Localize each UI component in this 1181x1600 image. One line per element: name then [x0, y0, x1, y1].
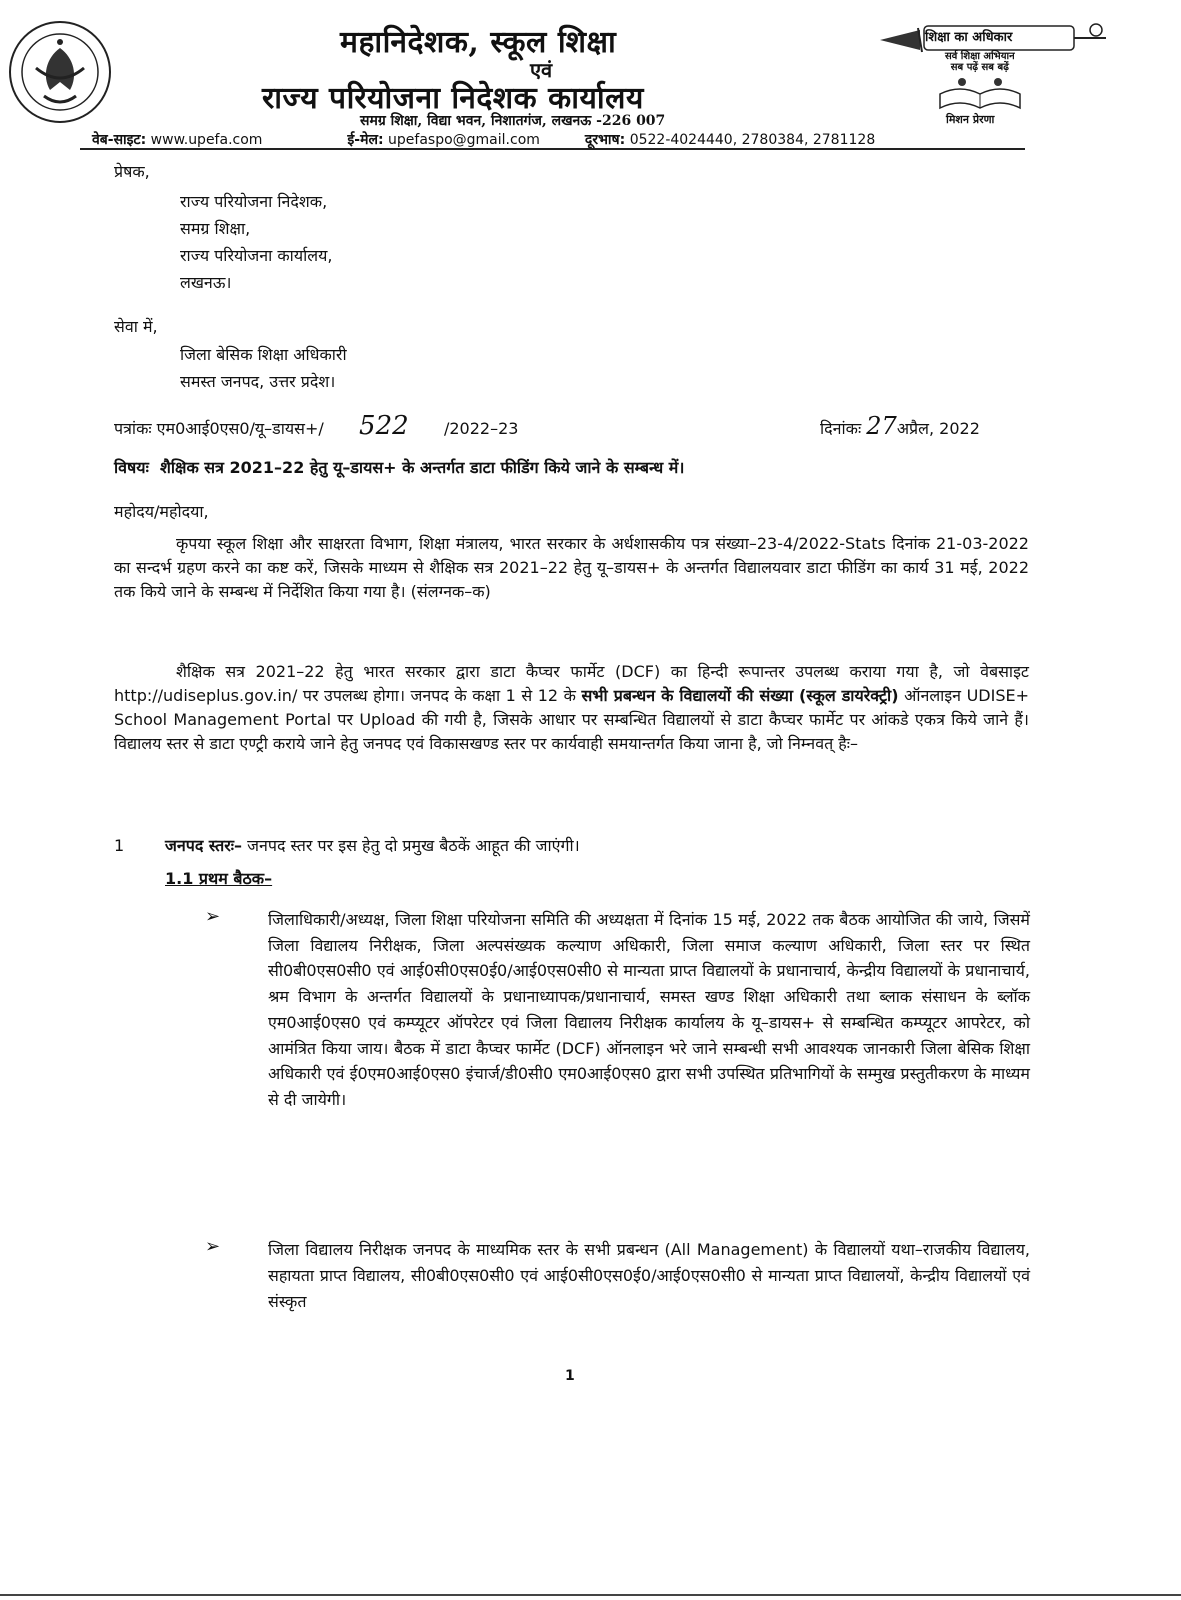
right-logo-slogan-line2: सब पढ़ें सब बढ़ें [950, 62, 1009, 73]
date-line [820, 414, 980, 441]
sender-line-1: राज्य परियोजना निदेशक, [180, 192, 328, 211]
sender-line-3: राज्य परियोजना कार्यालय, [180, 246, 333, 265]
website-label: वेब-साइट: [92, 132, 147, 148]
header-divider [80, 148, 1025, 150]
page-number: 1 [565, 1368, 575, 1384]
section-title: जनपद स्तरः– [165, 836, 243, 855]
phone-numbers: 0522-4024440, 2780384, 2781128 [629, 132, 876, 148]
subject-text: शैक्षिक सत्र 2021–22 हेतु यू–डायस+ के अन्तर्गत डाटा फीडिंग किये जाने के सम्बन्ध में। [159, 458, 685, 477]
date-label: दिनांकः [820, 419, 862, 438]
reference-prefix: पत्रांकः एम0आई0एस0/यू–डायस+/ [114, 419, 324, 438]
recipient-label: सेवा में, [114, 317, 158, 336]
right-logo-slogan-line1: सर्व शिक्षा अभियान [945, 51, 1015, 62]
section-number: 1 [114, 836, 125, 855]
office-title-line3: राज्य परियोजना निदेशक कार्यालय [262, 81, 644, 116]
paragraph-2-part-b: पर उपलब्ध होगा। जनपद के कक्षा 1 से 12 के [302, 686, 576, 705]
reference-line [114, 411, 519, 441]
salutation: महोदय/महोदया, [114, 502, 209, 521]
section-heading [165, 834, 580, 858]
bullet-2-text: जिला विद्यालय निरीक्षक जनपद के माध्यमिक स्तर के सभी प्रबन्धन (All Management) के विद्यालयों यथा–राजकीय विद्यालय, सहायता प्राप्त विद्यालय, सी0बी0एस0सी0 एवं आई0सी0एस0ई0/आई0एस0सी0 से मान्यता प्राप्त विद्यालयों, केन्द्रीय विद्यालयों एवं संस्कृत [268, 1240, 1030, 1311]
right-logo-slogan [945, 51, 1015, 73]
office-address: समग्र शिक्षा, विद्या भवन, निशातगंज, लखनऊ -226 007 [360, 113, 666, 129]
sender-line-4: लखनऊ। [180, 273, 232, 292]
subsection-heading: 1.1 प्रथम बैठक– [165, 869, 273, 888]
mission-prerna-label: मिशन प्रेरणा [946, 113, 995, 126]
bullet-arrow-icon: ➢ [205, 906, 221, 927]
recipient-line-1: जिला बेसिक शिक्षा अधिकारी [180, 345, 347, 364]
subject-line [114, 456, 684, 480]
date-month-year: अप्रैल, 2022 [896, 419, 980, 438]
contact-line [92, 130, 875, 149]
paragraph-2-bold-text: सभी प्रबन्धन के विद्यालयों की संख्या (स्कूल डायरेक्ट्री) [581, 686, 899, 705]
scan-bottom-edge [0, 1594, 1181, 1596]
office-title-line2: एवं [530, 58, 553, 82]
email-link[interactable]: upefaspo@gmail.com [388, 132, 540, 148]
email-label: ई-मेल: [347, 132, 384, 148]
bullet-1-text: जिलाधिकारी/अध्यक्ष, जिला शिक्षा परियोजना समिति की अध्यक्षता में दिनांक 15 मई, 2022 तक बैठक आयोजित की जाये, जिसमें जिला विद्यालय निरीक्षक, जिला अल्पसंख्यक कल्याण अधिकारी, जिला समाज कल्याण अधिकारी, जिला स्तर पर स्थित सी0बी0एस0सी0 एवं आई0सी0एस0ई0/आई0एस0सी0 से मान्यता प्राप्त विद्यालयों के प्रधानाचार्य, केन्द्रीय विद्यालयों के प्रधानाचार्य, श्रम विभाग के अन्तर्गत विद्यालयों के प्रधानाध्यापक/प्रधानाचार्य, समस्त खण्ड शिक्षा अधिकारी तथा ब्लाक संसाधन के ब्लॉक एम0आई0एस0 एवं कम्प्यूटर ऑपरेटर एवं जिला विद्यालय निरीक्षक कार्यालय के यू–डायस+ से सम्बन्धित कम्प्यूटर आपरेटर, को आमंत्रित किया जाय। बैठक में डाटा कैप्चर फार्मेट (DCF) ऑनलाइन भरे जाने सम्बन्धी सभी आवश्यक जानकारी जिला बेसिक शिक्षा अधिकारी एवं ई0एम0आई0एस0 इंचार्ज/डी0सी0 एम0आई0एस0 द्वारा सभी उपस्थित प्रतिभागियों के सम्मुख प्रस्तुतीकरण के माध्यम से दी जायेगी। [268, 910, 1030, 1109]
right-logo-title: शिक्षा का अधिकार [925, 30, 1013, 45]
sender-line-2: समग्र शिक्षा, [180, 219, 251, 238]
recipient-line-2: समस्त जनपद, उत्तर प्रदेश। [180, 372, 336, 391]
date-day-handwritten: 27 [866, 412, 897, 440]
paragraph-2-part-c: ऑनलाइन UDISE+ School Management Portal पर Upload की गयी है, जिसके आधार पर सम्बन्धित विद्यालयों से डाटा कैप्चर फार्मेट पर आंकडे एकत्र किये जाने हैं। विद्यालय स्तर से डाटा एण्ट्री कराये जाने हेतु जनपद एवं विकासखण्ड स्तर पर कार्यवाही समयान्तर्गत किया जाना है, जो निम्नवत् हैः– [114, 686, 1030, 753]
paragraph-1: कृपया स्कूल शिक्षा और साक्षरता विभाग, शिक्षा मंत्रालय, भारत सरकार के अर्धशासकीय पत्र संख्या–23-4/2022-Stats दिनांक 21-03-2022 का सन्दर्भ ग्रहण करने का कष्ट करें, जिसके माध्यम से शैक्षिक सत्र 2021–22 हेतु यू–डायस+ के अन्तर्गत विद्यालयवार डाटा फीडिंग का कार्य 31 मई, 2022 तक किये जाने के सम्बन्ध में निर्देशित किया गया है। (संलग्नक–क) [114, 534, 1029, 601]
subject-label: विषयः [114, 458, 149, 477]
phone-label: दूरभाष: [584, 132, 626, 148]
dcf-website-link[interactable]: http://udiseplus.gov.in/ [114, 686, 298, 705]
reference-number-handwritten: 522 [359, 411, 409, 441]
section-text: जनपद स्तर पर इस हेतु दो प्रमुख बैठकें आहूत की जाएंगी। [247, 836, 580, 855]
website-link[interactable]: www.upefa.com [150, 132, 263, 148]
bullet-arrow-icon: ➢ [205, 1236, 221, 1257]
reference-suffix: /2022–23 [443, 419, 519, 438]
paragraph-2-part-a: शैक्षिक सत्र 2021–22 हेतु भारत सरकार द्वारा डाटा कैप्चर फार्मेट (DCF) का हिन्दी रूपान्तर उपलब्ध कराया गया है, जो वेबसाइट [176, 662, 1029, 681]
office-title-line1: महानिदेशक, स्कूल शिक्षा [340, 25, 617, 60]
sender-label: प्रेषक, [114, 162, 150, 181]
paragraph-2 [114, 660, 1029, 756]
